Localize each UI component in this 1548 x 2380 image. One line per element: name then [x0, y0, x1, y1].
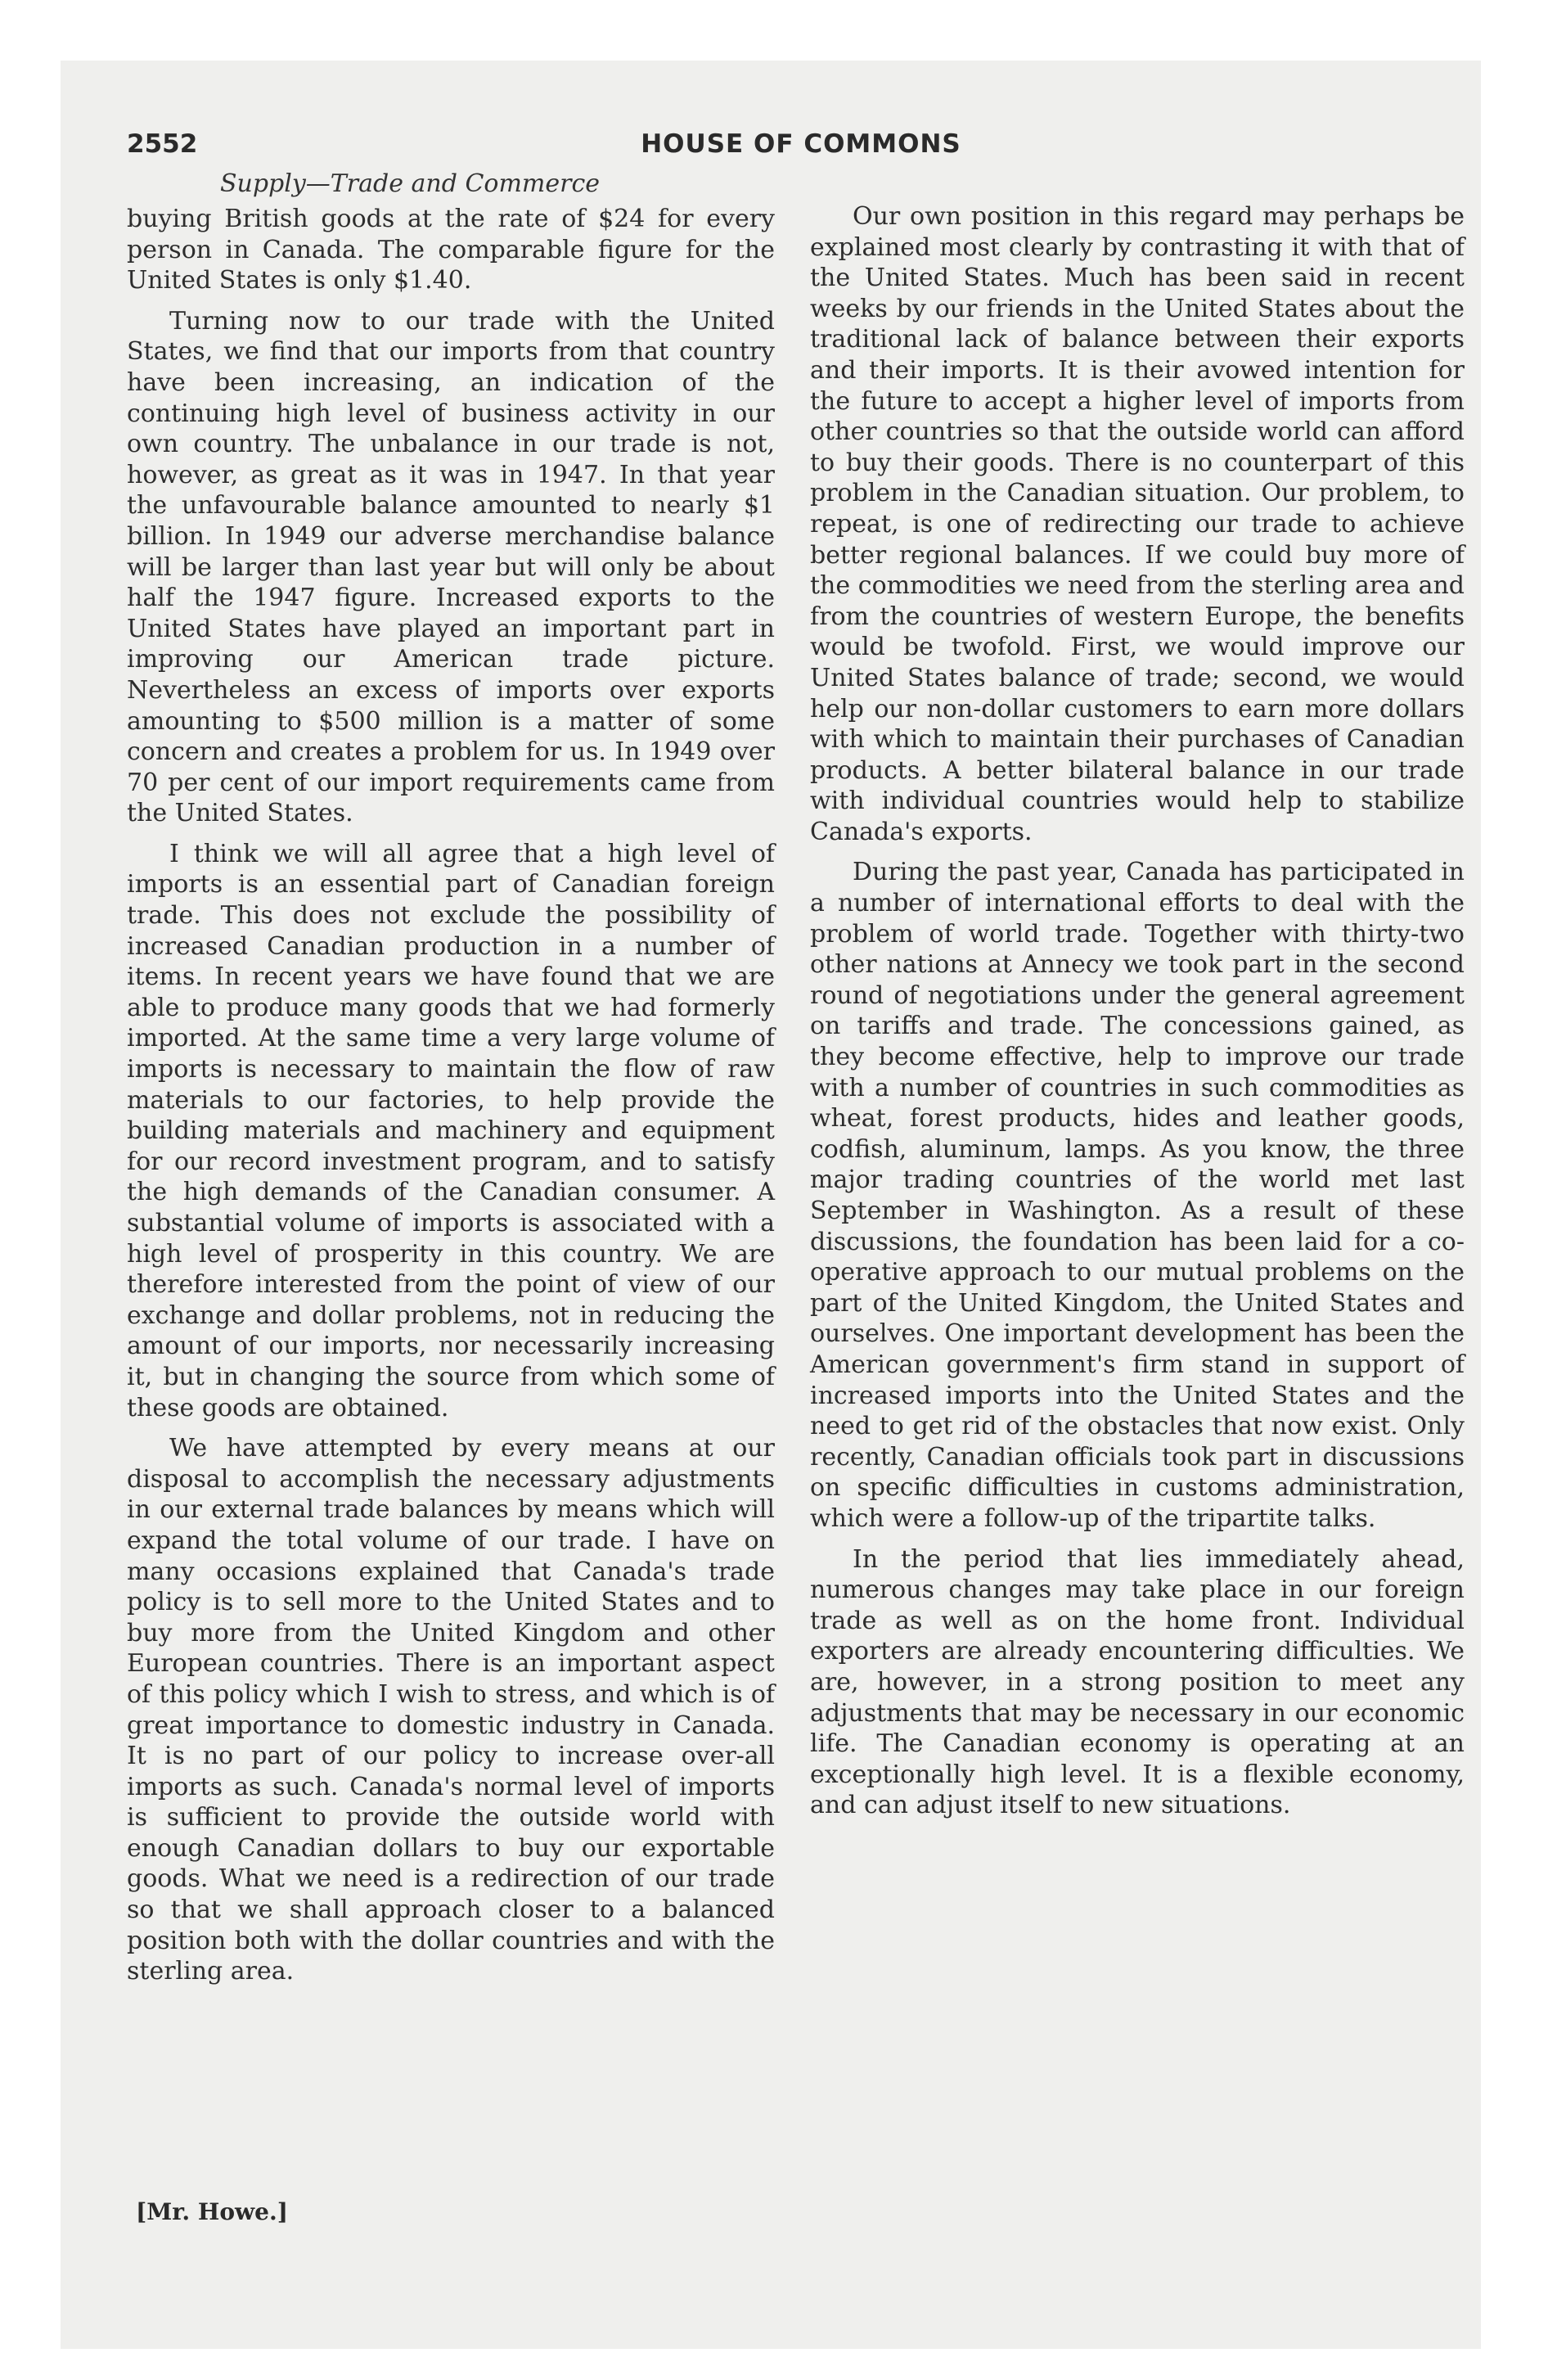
paragraph: buying British goods at the rate of $24 for every person in Canada. The comparable figure for the United States is only $1.40. — [127, 205, 775, 295]
paragraph: Our own position in this regard may perhaps be explained most clearly by contrasting it with that of the United States. Much has been said in recent weeks by our friends in the United States about the traditional lack of balance between their exports and their imports. It is their avowed intention for the future to accept a higher level of imports from other countries so that the outside world can afford to buy their goods. There is no counterpart of this problem in the Canadian situation. Our problem, to repeat, is one of redirecting our trade to achieve better regional balances. If we could buy more of the commodities we need from the sterling area and from the countries of western Europe, the benefits would be twofold. First, we would improve our United States balance of trade; second, we would help our non-dollar customers to earn more dollars with which to maintain their purchases of Canadian products. A better bilateral balance in our trade with individual countries would help to stabilize Canada's exports. — [810, 202, 1465, 846]
paragraph: Turning now to our trade with the United States, we find that our imports from that country have been increasing, an indication of the continuing high level of business activity in our own country. The unbalance in our trade is not, however, as great as it was in 1947. In that year the unfavourable balance amounted to nearly $1 billion. In 1949 our adverse merchandise balance will be larger than last year but will only be about half the 1947 figure. Increased exports to the United States have played an important part in improving our American trade picture. Nevertheless an excess of imports over exports amounting to $500 million is a matter of some concern and creates a problem for us. In 1949 over 70 per cent of our import requirements came from the United States. — [127, 306, 775, 828]
left-column — [127, 168, 775, 1997]
paragraph: During the past year, Canada has participated in a number of international efforts to deal with the problem of world trade. Together with thirty-two other nations at Annecy we took part in the second round of negotiations under the general agreement on tariffs and trade. The concessions gained, as they become effective, help to improve our trade with a number of countries in such commodities as wheat, forest products, hides and leather goods, codfish, aluminum, lamps. As you know, the three major trading countries of the world met last September in Washington. As a result of these discussions, the foundation has been laid for a co-operative approach to our mutual problems on the part of the United Kingdom, the United States and ourselves. One important development has been the American government's firm stand in support of increased imports into the United States and the need to get rid of the obstacles that now exist. Only recently, Canadian officials took part in discussions on specific difficulties in customs administration, which were a follow-up of the tripartite talks. — [810, 858, 1465, 1533]
page-header — [127, 129, 1475, 169]
paragraph: I think we will all agree that a high level of imports is an essential part of Canadian foreign trade. This does not exclude the possibility of increased Canadian production in a number of items. In recent years we have found that we are able to produce many goods that we had formerly imported. At the same time a very large volume of imports is necessary to maintain the flow of raw materials to our factories, to help provide the building materials and machinery and equipment for our record investment program, and to satisfy the high demands of the Canadian consumer. A substantial volume of imports is associated with a high level of prosperity in this country. We are therefore interested from the point of view of our exchange and dollar problems, not in reducing the amount of our imports, nor necessarily increasing it, but in changing the source from which some of these goods are obtained. — [127, 839, 775, 1422]
column-divider — [788, 169, 789, 2206]
right-column — [810, 201, 1465, 1831]
paragraph: We have attempted by every means at our disposal to accomplish the necessary adjustments in our external trade balances by means which will expand the total volume of our trade. I have on many occasions explained that Canada's trade policy is to sell more to the United States and to buy more from the United Kingdom and other European countries. There is an important aspect of this policy which I wish to stress, and which is of great importance to domestic industry in Canada. It is no part of our policy to increase over-all imports as such. Canada's normal level of imports is sufficient to provide the outside world with enough Canadian dollars to buy our exportable goods. What we need is a redirection of our trade so that we shall approach closer to a balanced position both with the dollar countries and with the sterling area. — [127, 1434, 775, 1986]
speaker-attribution: [Mr. Howe.] — [136, 2198, 288, 2225]
running-title: HOUSE OF COMMONS — [641, 129, 961, 159]
paragraph: In the period that lies immediately ahead, numerous changes may take place in our foreign trade as well as on the home front. Individual exporters are already encountering difficulties. We are, however, in a strong position to meet any adjustments that may be necessary in our economic life. The Canadian economy is operating at an exceptionally high level. It is a flexible economy, and can adjust itself to new situations. — [810, 1544, 1465, 1820]
section-heading: Supply—Trade and Commerce — [219, 169, 601, 198]
page-number: 2552 — [127, 129, 198, 159]
